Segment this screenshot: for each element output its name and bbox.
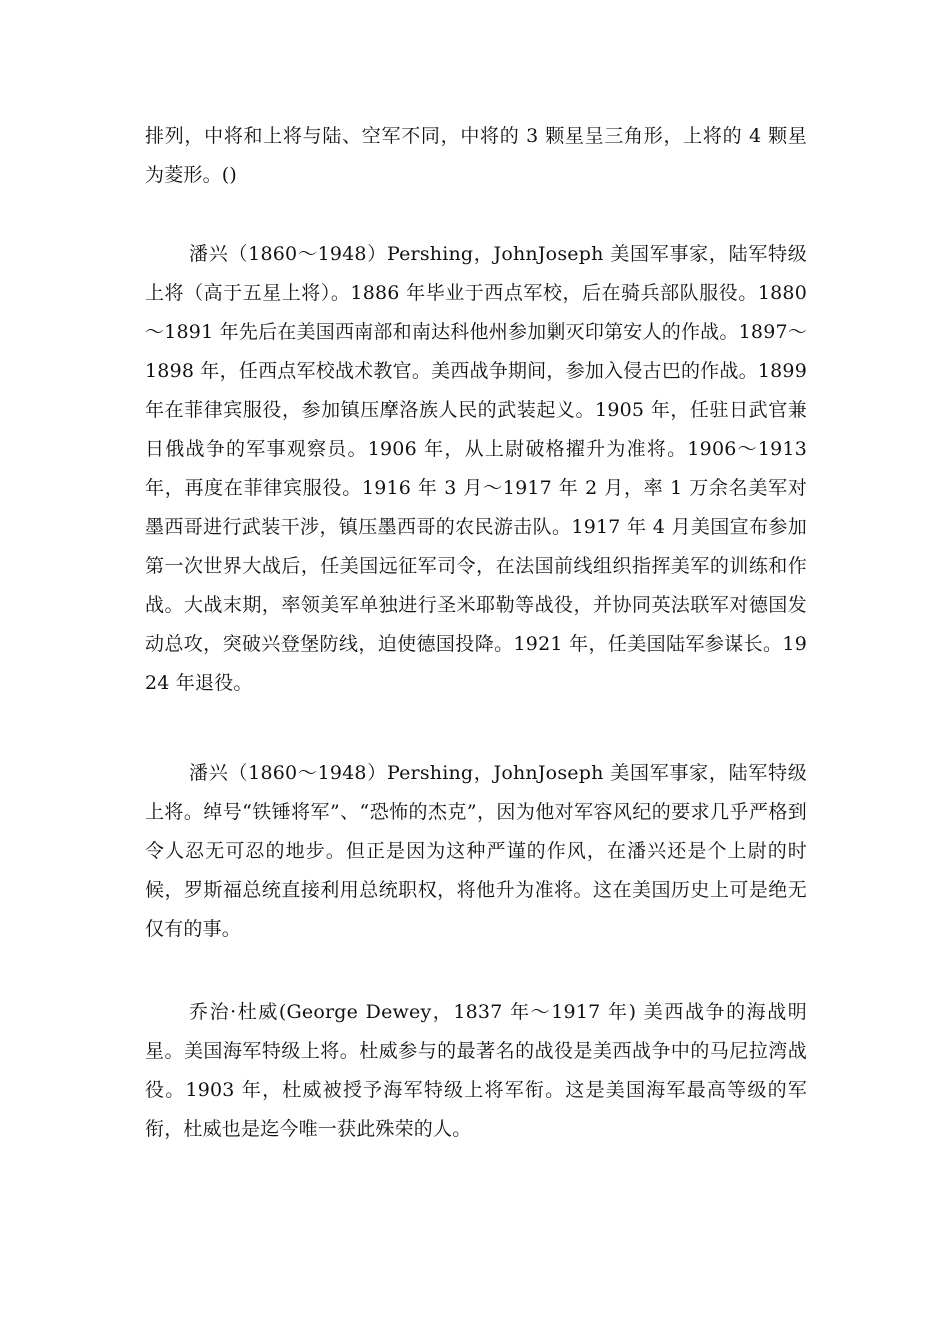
paragraph-insignia-continuation: 排列，中将和上将与陆、空军不同，中将的 3 颗星呈三角形，上将的 4 颗星为菱形。() xyxy=(145,125,807,186)
paragraph-pershing-nickname: 潘兴（1860～1948）Pershing，JohnJoseph 美国军事家，陆军特级上将。绰号“铁锤将军”、“恐怖的杰克”，因为他对军容风纪的要求几乎严格到令人忍无可忍的地步。但正是因为这种严谨的作风，在潘兴还是个上尉的时候，罗斯福总统直接利用总统职权，将他升为准将。这在美国历史上可是绝无仅有的事。 xyxy=(145,762,807,940)
paragraph-pershing-biography: 潘兴（1860～1948）Pershing，JohnJoseph 美国军事家，陆军特级上将（高于五星上将）。1886 年毕业于西点军校，后在骑兵部队服役。1880～1891 年先后在美国西南部和南达科他州参加剿灭印第安人的作战。1897～1898 年，任西点军校战术教官。美西战争期间，参加入侵古巴的作战。1899 年在菲律宾服役，参加镇压摩洛族人民的武装起义。1905 年，任驻日武官兼日俄战争的军事观察员。1906 年，从上尉破格擢升为准将。1906～1913 年，再度在菲律宾服役。1916 年 3 月～1917 年 2 月，率 1 万余名美军对墨西哥进行武装干涉，镇压墨西哥的农民游击队。1917 年 4 月美国宣布参加第一次世界大战后，任美国远征军司令，在法国前线组织指挥美军的训练和作战。大战末期，率领美军单独进行圣米耶勒等战役，并协同英法联军对德国发动总攻，突破兴登堡防线，迫使德国投降。1921 年，任美国陆军参谋长。1924 年退役。 xyxy=(145,243,807,694)
paragraph-dewey: 乔治·杜威(George Dewey，1837 年～1917 年) 美西战争的海战明星。美国海军特级上将。杜威参与的最著名的战役是美西战争中的马尼拉湾战役。1903 年，杜威被授予海军特级上将军衔。这是美国海军最高等级的军衔，杜威也是迄今唯一获此殊荣的人。 xyxy=(145,1001,807,1140)
